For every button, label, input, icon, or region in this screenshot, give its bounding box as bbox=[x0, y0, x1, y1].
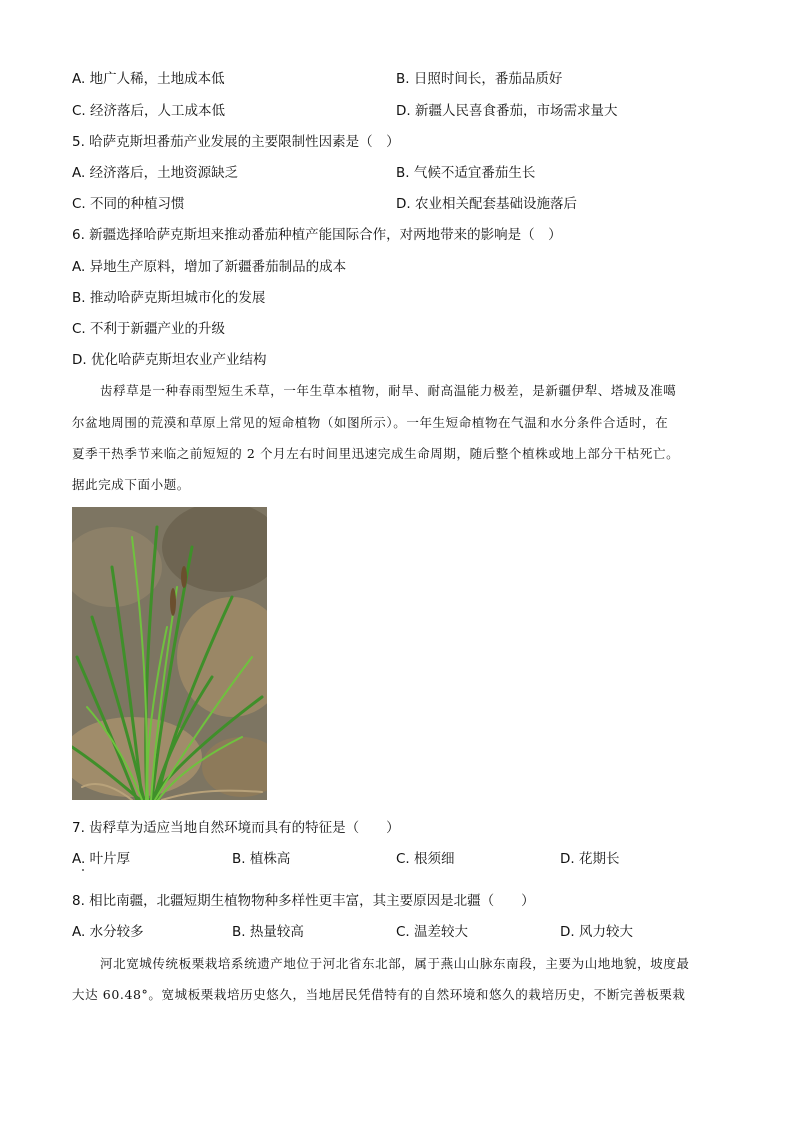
prev-option-b: B. 日照时间长，番茄品质好 bbox=[396, 71, 563, 87]
q7-stem: 7. 齿稃草为适应当地自然环境而具有的特征是（ ） bbox=[72, 820, 400, 836]
q6-option-c: C. 不利于新疆产业的升级 bbox=[72, 321, 226, 337]
stray-dot bbox=[82, 869, 84, 871]
passage2-line2: 大达 60.48°。宽城板栗栽培历史悠久，当地居民凭借特有的自然环境和悠久的栽培历史，不断完善板栗栽 bbox=[72, 987, 686, 1002]
q7-option-b: B. 植株高 bbox=[232, 851, 291, 867]
q5-option-b: B. 气候不适宜番茄生长 bbox=[396, 165, 536, 181]
passage2-line1: 河北宽城传统板栗栽培系统遗产地位于河北省东北部，属于燕山山脉东南段，主要为山地地貌，坡度最 bbox=[100, 956, 690, 971]
q5-option-c: C. 不同的种植习惯 bbox=[72, 196, 185, 212]
q8-option-c: C. 温差较大 bbox=[396, 924, 469, 940]
q8-option-a: A. 水分较多 bbox=[72, 924, 144, 940]
prev-option-d: D. 新疆人民喜食番茄，市场需求量大 bbox=[396, 103, 618, 119]
passage1-line2: 尔盆地周围的荒漠和草原上常见的短命植物（如图所示）。一年生短命植物在气温和水分条件合适时，在 bbox=[72, 415, 669, 430]
q8-option-d: D. 风力较大 bbox=[560, 924, 633, 940]
passage1-line1: 齿稃草是一种春雨型短生禾草，一年生草本植物，耐旱、耐高温能力极差，是新疆伊犁、塔城及准噶 bbox=[100, 383, 677, 398]
passage1-line3: 夏季干热季节来临之前短短的 2 个月左右时间里迅速完成生命周期，随后整个植株或地上部分干枯死亡。 bbox=[72, 446, 680, 461]
q7-option-a: A. 叶片厚 bbox=[72, 851, 131, 867]
q8-stem: 8. 相比南疆，北疆短期生植物物种多样性更丰富，其主要原因是北疆（ ） bbox=[72, 893, 535, 909]
q8-option-b: B. 热量较高 bbox=[232, 924, 304, 940]
prev-option-a: A. 地广人稀，土地成本低 bbox=[72, 71, 225, 87]
passage1-line4: 据此完成下面小题。 bbox=[72, 477, 190, 492]
q7-option-c: C. 根须细 bbox=[396, 851, 455, 867]
grass-illustration bbox=[72, 507, 267, 800]
q6-stem: 6. 新疆选择哈萨克斯坦来推动番茄种植产能国际合作，对两地带来的影响是（ ） bbox=[72, 227, 562, 243]
grass-photo-icon bbox=[72, 507, 267, 800]
q5-option-d: D. 农业相关配套基础设施落后 bbox=[396, 196, 577, 212]
q7-option-d: D. 花期长 bbox=[560, 851, 620, 867]
q6-option-b: B. 推动哈萨克斯坦城市化的发展 bbox=[72, 290, 266, 306]
prev-option-c: C. 经济落后，人工成本低 bbox=[72, 103, 226, 119]
q5-stem: 5. 哈萨克斯坦番茄产业发展的主要限制性因素是（ ） bbox=[72, 134, 400, 150]
q6-option-d: D. 优化哈萨克斯坦农业产业结构 bbox=[72, 352, 267, 368]
q5-option-a: A. 经济落后，土地资源缺乏 bbox=[72, 165, 239, 181]
q6-option-a: A. 异地生产原料，增加了新疆番茄制品的成本 bbox=[72, 259, 347, 275]
